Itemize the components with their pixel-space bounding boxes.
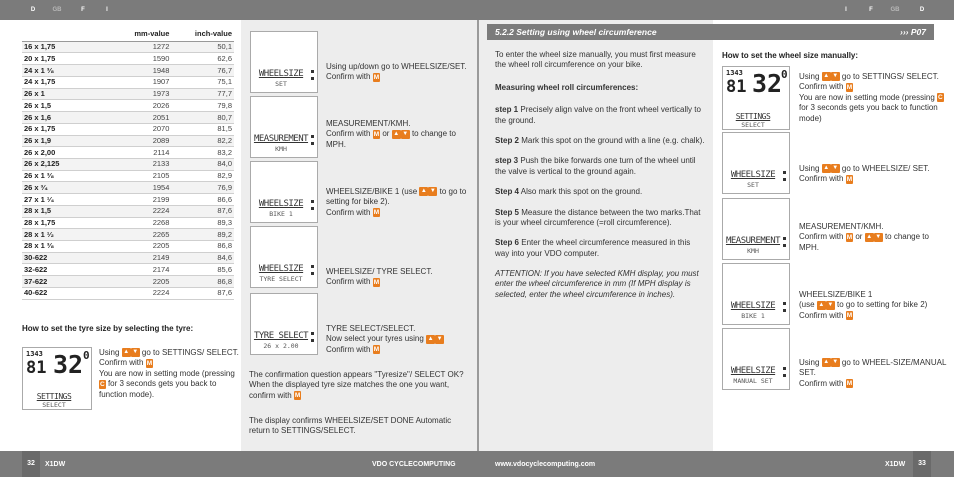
lcd-label-line1: TYRE SELECT <box>253 331 309 341</box>
lang-tab-gb: GB <box>52 7 62 13</box>
scroll-indicator-icon <box>783 237 786 251</box>
lcd-label-line1: WHEELSIZE <box>258 69 304 79</box>
lcd-small-readout: 1343 <box>726 69 743 77</box>
table-row <box>22 135 234 147</box>
tyre-size-cell: 20 x 1,75 <box>22 53 112 65</box>
step-text: Enter the wheel circumference measured in this way into your VDO computer. <box>495 238 691 258</box>
up-arrow-icon: ▲ <box>823 73 830 80</box>
text-fragment: for 3 seconds gets you back to function mode) <box>799 103 938 123</box>
inch-value-cell: 86,8 <box>171 276 234 288</box>
table-row <box>22 53 234 65</box>
website-url: www.vdocyclecomputing.com <box>495 461 596 468</box>
table-row <box>22 229 234 241</box>
inch-value-cell: 82,2 <box>171 135 234 147</box>
tyre-size-cell: 28 x 1 ¹⁄₂ <box>22 229 112 241</box>
tyre-size-cell: 26 x 1,6 <box>22 112 112 124</box>
section-heading: How to set the wheel size manually: <box>722 51 859 60</box>
lcd-label-line1: SETTINGS <box>735 112 771 121</box>
m-button-icon: M <box>294 392 301 400</box>
tyre-size-cell: 26 x 1 ³⁄₈ <box>22 170 112 182</box>
mm-value-cell: 1948 <box>112 65 171 77</box>
m-button-icon: M <box>846 175 853 183</box>
inch-value-cell: 87,6 <box>171 287 234 299</box>
tyre-size-cell: 30-622 <box>22 252 112 264</box>
mm-value-cell: 1907 <box>112 76 171 88</box>
scroll-indicator-icon <box>783 302 786 316</box>
steps-list <box>495 105 705 259</box>
lang-tab-i: I <box>106 7 108 13</box>
text-fragment: for 3 seconds gets you back to function mode). <box>99 379 217 399</box>
inch-value-cell: 80,7 <box>171 112 234 124</box>
lcd-label-line2: BIKE 1 <box>269 210 293 218</box>
scroll-indicator-icon <box>311 135 314 149</box>
inch-value-cell: 86,6 <box>171 194 234 206</box>
step-text <box>799 164 949 185</box>
down-arrow-icon: ▼ <box>429 188 436 195</box>
lcd-readout-digit: 0 <box>781 68 788 81</box>
text-fragment: go to WHEELSIZE/ SET. Confirm with <box>799 164 930 184</box>
lang-tab-d: D <box>30 7 36 13</box>
m-button-icon: M <box>373 209 380 217</box>
tyre-size-cell: 16 x 1,75 <box>22 41 112 53</box>
step-item <box>495 208 705 229</box>
mm-value-cell: 2105 <box>112 170 171 182</box>
text-fragment: Confirm with <box>326 72 371 82</box>
step-text <box>326 187 472 218</box>
model-name: X1DW <box>885 461 906 468</box>
mm-value-cell: 2174 <box>112 264 171 276</box>
table-row <box>22 158 234 170</box>
text-fragment: WHEELSIZE/BIKE 1 <box>799 290 873 299</box>
mm-value-cell: 2114 <box>112 147 171 159</box>
step-text: Push the bike forwards one turn of the wheel until the valve is vertical to the ground again. <box>495 156 696 176</box>
table-body <box>22 41 234 299</box>
text-fragment: Using <box>799 72 820 81</box>
lcd-display <box>722 198 790 260</box>
lang-tab-d: D <box>919 7 925 13</box>
inch-value-cell: 89,3 <box>171 217 234 229</box>
step-label: step 3 <box>495 156 519 166</box>
lcd-label-line2: KMH <box>275 145 287 153</box>
table-row <box>22 205 234 217</box>
down-arrow-icon: ▼ <box>875 233 882 240</box>
text-fragment: Now select your tyres using <box>326 334 424 344</box>
m-button-icon: M <box>373 278 380 286</box>
mm-value-cell: 2089 <box>112 135 171 147</box>
down-arrow-icon: ▼ <box>832 73 839 80</box>
text-fragment: MEASUREMENT/KMH. <box>326 119 411 128</box>
m-button-icon: M <box>846 83 853 91</box>
table-row <box>22 217 234 229</box>
step-text: Also mark this spot on the ground. <box>520 187 643 197</box>
paragraph: The display confirms WHEELSIZE/SET DONE Automatic return to SETTINGS/SELECT. <box>249 416 452 436</box>
step-item <box>495 238 705 259</box>
tyre-size-cell: 26 x 1,9 <box>22 135 112 147</box>
lcd-display <box>722 132 790 194</box>
lcd-label-line2: TYRE SELECT <box>259 275 303 283</box>
down-arrow-icon: ▼ <box>132 349 139 356</box>
scroll-indicator-icon <box>311 70 314 84</box>
lcd-display <box>722 263 790 325</box>
attention-note: ATTENTION: If you have selected KMH display, you must enter the wheel circumference in mm (If MPH display is selected, enter the wheel circumference in inches). <box>495 269 699 299</box>
m-button-icon: M <box>373 346 380 354</box>
tyre-size-cell: 32-622 <box>22 264 112 276</box>
lcd-display <box>250 96 318 158</box>
lcd-small-readout: 1343 <box>26 350 43 358</box>
mm-value-cell: 2199 <box>112 194 171 206</box>
footer-right <box>477 451 954 477</box>
page-gutter <box>477 20 479 477</box>
m-button-icon: M <box>373 130 380 138</box>
lcd-big-readout: 81 <box>26 358 47 378</box>
mm-value-cell: 1590 <box>112 53 171 65</box>
step-label: step 1 <box>495 105 519 115</box>
table-header-row <box>22 28 234 41</box>
up-arrow-icon: ▲ <box>393 130 400 137</box>
mm-value-cell: 1954 <box>112 182 171 194</box>
text-fragment: (use <box>799 300 815 310</box>
col-header-size <box>22 28 112 41</box>
text-fragment: WHEELSIZE/BIKE 1 (use <box>326 187 418 196</box>
step-label: Step 5 <box>495 207 520 217</box>
inch-value-cell: 83,2 <box>171 147 234 159</box>
step-item <box>495 136 705 146</box>
down-arrow-icon: ▼ <box>832 165 839 172</box>
section-title: 5.2.2 Setting using wheel circumference <box>487 24 713 40</box>
text-fragment: WHEELSIZE/ TYRE SELECT. <box>326 267 433 276</box>
m-button-icon: M <box>846 380 853 388</box>
footer-left <box>0 451 477 477</box>
lang-tab-f: F <box>869 7 873 13</box>
inch-value-cell: 85,6 <box>171 264 234 276</box>
table-row <box>22 76 234 88</box>
section-heading: How to set the tyre size by selecting the tyre: <box>22 324 194 333</box>
inch-value-cell: 79,8 <box>171 100 234 112</box>
inch-value-cell: 82,9 <box>171 170 234 182</box>
inch-value-cell: 75,1 <box>171 76 234 88</box>
mm-value-cell: 2070 <box>112 123 171 135</box>
up-arrow-icon: ▲ <box>420 188 427 195</box>
lcd-label-line1: MEASUREMENT <box>253 134 309 144</box>
lcd-label-line1: WHEELSIZE <box>730 301 776 311</box>
text-fragment: go to SETTINGS/ SELECT. Confirm with <box>99 348 239 368</box>
down-arrow-icon: ▼ <box>436 335 443 342</box>
step-text <box>326 119 472 150</box>
step-text <box>799 290 949 321</box>
tyre-size-cell: 27 x 1 ¹⁄₄ <box>22 194 112 206</box>
lcd-display <box>250 293 318 355</box>
mm-value-cell: 2268 <box>112 217 171 229</box>
inch-value-cell: 89,2 <box>171 229 234 241</box>
step-text: Measure the distance between the two marks.That is your wheel circumference (=roll circumference). <box>495 207 701 227</box>
text-fragment: You are now in setting mode (pressing <box>799 92 935 102</box>
step-text: Precisely align valve on the front wheel vertically to the ground. <box>495 105 701 125</box>
mm-value-cell: 2205 <box>112 276 171 288</box>
down-arrow-icon: ▼ <box>827 301 834 308</box>
inch-value-cell: 50,1 <box>171 41 234 53</box>
scroll-indicator-icon <box>783 367 786 381</box>
c-button-icon: C <box>100 380 105 388</box>
text-fragment: You are now in setting mode (pressing <box>99 368 235 378</box>
text-fragment: Confirm with <box>799 378 844 388</box>
m-button-icon: M <box>373 73 380 81</box>
scroll-indicator-icon <box>783 171 786 185</box>
lcd-big-readout: 32 <box>752 69 783 98</box>
intro-paragraph: To enter the wheel size manually, you must first measure the wheel roll circumference on your bike. <box>495 50 696 70</box>
table-row <box>22 65 234 77</box>
step-item <box>495 105 705 126</box>
mm-value-cell: 1272 <box>112 41 171 53</box>
text-fragment: MEASUREMENT/KMH. <box>799 222 884 231</box>
col-header-mm: mm-value <box>112 28 171 41</box>
text-fragment: go to SETTINGS/ SELECT. Confirm with <box>799 72 939 92</box>
c-button-icon: C <box>938 94 943 102</box>
up-arrow-icon: ▲ <box>123 349 130 356</box>
text-fragment: Confirm with <box>326 129 371 139</box>
table-row <box>22 240 234 252</box>
table-row <box>22 170 234 182</box>
inch-value-cell: 81,5 <box>171 123 234 135</box>
text-fragment: The confirmation question appears "Tyresize"/ SELECT OK? When the displayed tyre size matches the one you want, confirm with <box>249 370 464 400</box>
up-arrow-icon: ▲ <box>427 335 434 342</box>
tyre-size-cell: 26 x 1,75 <box>22 123 112 135</box>
lang-tab-f: F <box>81 7 85 13</box>
table-row <box>22 194 234 206</box>
step-label: Step 2 <box>495 135 520 145</box>
step-text <box>799 358 949 389</box>
col3-body <box>495 50 705 308</box>
scroll-indicator-icon <box>311 265 314 279</box>
mm-value-cell: 2149 <box>112 252 171 264</box>
lcd-label-line2: KMH <box>747 247 759 255</box>
page-number: 32 <box>22 451 40 477</box>
lcd-big-readout: 32 <box>53 350 84 379</box>
mm-value-cell: 2051 <box>112 112 171 124</box>
up-arrow-icon: ▲ <box>818 301 825 308</box>
table-row <box>22 147 234 159</box>
m-button-icon: M <box>846 312 853 320</box>
tyre-size-cell: 26 x 2,00 <box>22 147 112 159</box>
lcd-display <box>722 66 790 130</box>
step-text <box>326 62 472 83</box>
mm-value-cell: 2224 <box>112 287 171 299</box>
step-text <box>326 267 472 288</box>
m-button-icon: M <box>846 233 853 241</box>
tyre-size-cell: 24 x 1,75 <box>22 76 112 88</box>
table-row <box>22 287 234 299</box>
lang-tab-i: I <box>845 7 847 13</box>
text-fragment: to go to setting for bike 2) Confirm with <box>799 300 928 320</box>
table-row <box>22 182 234 194</box>
page-number: 33 <box>913 451 931 477</box>
mm-value-cell: 2265 <box>112 229 171 241</box>
step-text <box>326 324 472 355</box>
tyre-size-cell: 28 x 1 ³⁄₈ <box>22 240 112 252</box>
lcd-label-line2: SET <box>275 80 287 88</box>
text-fragment: Using <box>799 358 820 367</box>
up-arrow-icon: ▲ <box>866 233 873 240</box>
text-fragment: Using up/down go to WHEELSIZE/SET. <box>326 62 467 71</box>
down-arrow-icon: ▼ <box>402 130 409 137</box>
step-item <box>495 187 705 197</box>
text-fragment: Using <box>799 164 820 173</box>
tyre-size-cell: 40-622 <box>22 287 112 299</box>
table-row <box>22 100 234 112</box>
step-label: Step 4 <box>495 187 520 197</box>
table-row <box>22 252 234 264</box>
lcd-label-line2: SET <box>747 181 759 189</box>
text-fragment: Confirm with <box>326 207 371 217</box>
inch-value-cell: 87,6 <box>171 205 234 217</box>
tyre-size-cell: 37-622 <box>22 276 112 288</box>
mm-value-cell: 2224 <box>112 205 171 217</box>
step-label: Step 6 <box>495 238 520 248</box>
table-row <box>22 276 234 288</box>
lcd-readout-digit: 0 <box>83 349 90 362</box>
table-row <box>22 88 234 100</box>
table-row <box>22 123 234 135</box>
lcd-label-line2: SELECT <box>741 121 765 129</box>
table-row <box>22 41 234 53</box>
m-button-icon: M <box>146 359 153 367</box>
lcd-big-readout: 81 <box>726 77 747 97</box>
tyre-size-cell: 26 x 1 <box>22 88 112 100</box>
text-fragment: to change to MPH. <box>799 232 929 252</box>
up-arrow-icon: ▲ <box>823 165 830 172</box>
inch-value-cell: 62,6 <box>171 53 234 65</box>
tyre-size-cell: 26 x 2,125 <box>22 158 112 170</box>
measuring-heading: Measuring wheel roll circumferences: <box>495 82 639 92</box>
step-text: Mark this spot on the ground with a line (e.g. chalk). <box>521 135 705 145</box>
step-text <box>799 72 949 124</box>
scroll-indicator-icon <box>311 200 314 214</box>
inch-value-cell: 77,7 <box>171 88 234 100</box>
lcd-label-line2: MANUAL SET <box>733 377 773 385</box>
inch-value-cell: 76,7 <box>171 65 234 77</box>
text-fragment: TYRE SELECT/SELECT. <box>326 324 416 333</box>
lcd-display <box>250 226 318 288</box>
text-fragment: Confirm with <box>326 277 371 287</box>
text-fragment: Confirm with <box>799 232 844 242</box>
header-bar-left <box>0 0 477 20</box>
table-row <box>22 264 234 276</box>
lcd-label-line1: WHEELSIZE <box>730 170 776 180</box>
lcd-display <box>722 328 790 390</box>
tyre-size-cell: 28 x 1,75 <box>22 217 112 229</box>
text-fragment: Confirm with <box>326 344 371 354</box>
inch-value-cell: 86,8 <box>171 240 234 252</box>
lcd-label-line1: WHEELSIZE <box>730 366 776 376</box>
text-fragment: to go to setting for bike 2). <box>326 187 467 207</box>
lcd-display <box>250 31 318 93</box>
text-fragment: to change to MPH. <box>326 129 456 149</box>
text-fragment: or <box>382 129 390 139</box>
mm-value-cell: 1973 <box>112 88 171 100</box>
lcd-label-line2: BIKE 1 <box>741 312 765 320</box>
brand-name: VDO CYCLECOMPUTING <box>372 461 456 468</box>
mm-value-cell: 2026 <box>112 100 171 112</box>
lcd-display <box>22 347 92 410</box>
scroll-indicator-icon <box>311 332 314 346</box>
mm-value-cell: 2133 <box>112 158 171 170</box>
lcd-label-line1: WHEELSIZE <box>258 199 304 209</box>
lcd-label-line1: MEASUREMENT <box>725 236 781 246</box>
tyre-size-cell: 26 x 1,5 <box>22 100 112 112</box>
col-header-inch: inch-value <box>171 28 234 41</box>
up-arrow-icon: ▲ <box>823 359 830 366</box>
inch-value-cell: 76,9 <box>171 182 234 194</box>
text-fragment: or <box>855 232 863 242</box>
tyre-size-cell: 26 x ³⁄₄ <box>22 182 112 194</box>
lcd-label-line1: SETTINGS <box>36 392 72 401</box>
tyre-size-table <box>22 28 234 300</box>
paragraph <box>249 370 471 401</box>
lcd-label-line2: SELECT <box>42 401 66 409</box>
lcd-display <box>250 161 318 223</box>
lang-tab-gb: GB <box>890 7 900 13</box>
step-item <box>495 156 705 177</box>
page-reference: ››› P07 <box>713 24 934 40</box>
tyre-size-cell: 24 x 1 ³⁄₈ <box>22 65 112 77</box>
mm-value-cell: 2205 <box>112 240 171 252</box>
step-text <box>799 222 949 253</box>
inch-value-cell: 84,6 <box>171 252 234 264</box>
text-fragment: go to WHEEL-SIZE/MANUAL SET. <box>799 358 947 378</box>
left-howto-text <box>99 348 239 400</box>
tyre-size-cell: 28 x 1,5 <box>22 205 112 217</box>
table-row <box>22 112 234 124</box>
inch-value-cell: 84,0 <box>171 158 234 170</box>
text-fragment: Using <box>99 348 120 357</box>
model-name: X1DW <box>45 461 66 468</box>
down-arrow-icon: ▼ <box>832 359 839 366</box>
header-bar-right <box>477 0 954 20</box>
lcd-label-line2: 26 x 2.00 <box>263 342 299 350</box>
lcd-label-line1: WHEELSIZE <box>258 264 304 274</box>
